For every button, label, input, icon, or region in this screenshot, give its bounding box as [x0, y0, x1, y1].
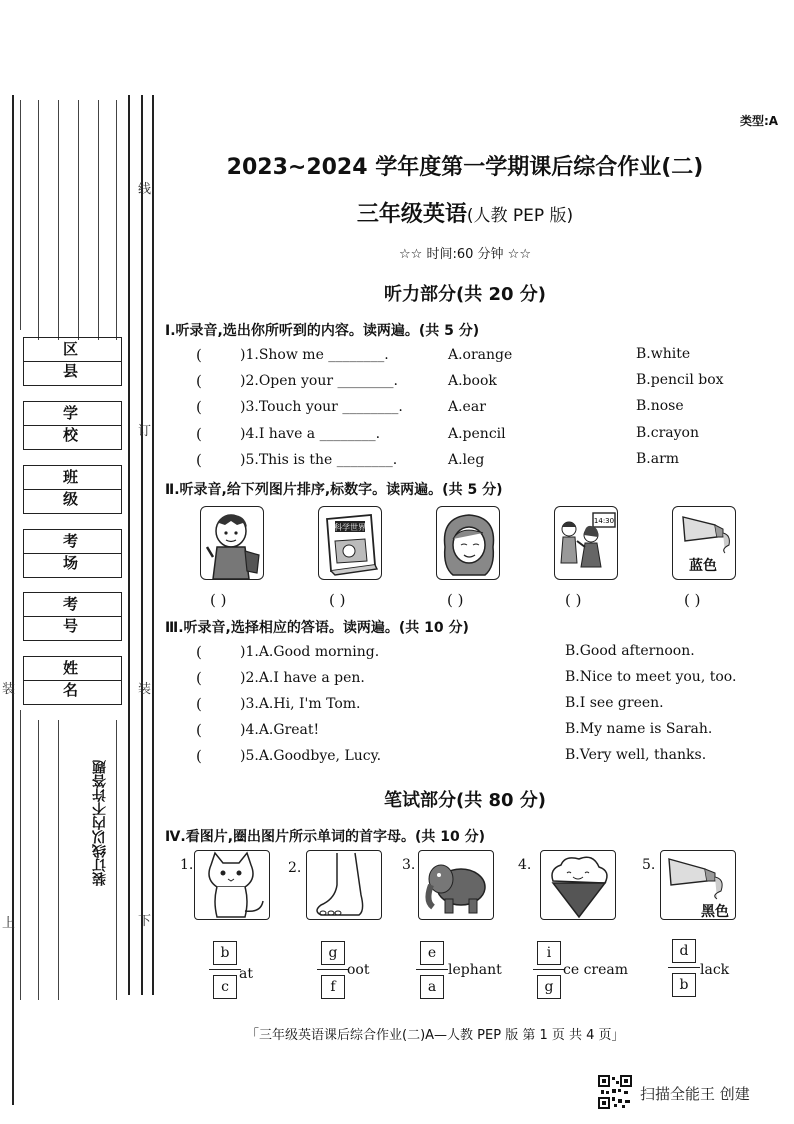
paper-title: 2023~2024 学年度第一学期课后综合作业(二) — [226, 155, 704, 180]
response-b: B.Nice to meet you, too. — [565, 669, 737, 685]
order-paren-1[interactable]: ( ) — [210, 591, 227, 609]
cat-icon — [195, 851, 270, 920]
listening-part-title: 听力部分(共 20 分) — [383, 284, 547, 305]
picture-blue-glue — [672, 506, 736, 580]
order-paren-2[interactable]: ( ) — [329, 591, 346, 609]
word-suffix: at — [239, 966, 253, 982]
question-text: )3.Touch your ________. — [240, 399, 403, 415]
fraction-line — [416, 969, 448, 970]
response-a: )5.A.Goodbye, Lucy. — [240, 748, 382, 764]
answer-paren[interactable]: ( — [196, 643, 202, 661]
question-text: )5.This is the ________. — [240, 452, 398, 468]
response-b: B.Very well, thanks. — [565, 747, 707, 763]
letter-option-bottom[interactable]: b — [672, 973, 696, 997]
binding-char-zhuang-left: 装 — [2, 682, 16, 697]
option-a: A.orange — [448, 347, 513, 363]
boy-icon — [201, 507, 264, 580]
fraction-line — [209, 969, 241, 970]
qr-code-icon — [598, 1075, 632, 1109]
letter-option-bottom[interactable]: g — [537, 975, 561, 999]
binding-char-ding: 订 — [138, 424, 152, 439]
school-field[interactable] — [23, 401, 122, 450]
letter-option-bottom[interactable]: f — [321, 975, 345, 999]
letter-option-top[interactable]: d — [672, 939, 696, 963]
binding-line — [141, 95, 143, 995]
picture-girl — [436, 506, 500, 580]
page-footer: 「三年级英语课后综合作业(二)A—人教 PEP 版 第 1 页 共 4 页」 — [246, 1028, 625, 1043]
response-b: B.I see green. — [565, 695, 664, 711]
name-field[interactable] — [23, 656, 122, 705]
blue-color-label: 蓝色 — [689, 558, 717, 574]
binding-char-zhuang: 装 — [138, 682, 152, 697]
picture-ice-cream — [540, 850, 616, 920]
letter-option-top[interactable]: g — [321, 941, 345, 965]
question-text: )2.Open your ________. — [240, 373, 398, 389]
picture-foot — [306, 850, 382, 920]
elephant-icon — [419, 851, 494, 920]
order-paren-5[interactable]: ( ) — [684, 591, 701, 609]
clock-time-text: 14:30 — [593, 517, 615, 525]
binding-char-xia: 下 — [138, 914, 152, 929]
item-number-5: 5. — [642, 857, 656, 873]
book-title-text: 科学世界 — [334, 523, 366, 532]
item-number-1: 1. — [180, 857, 194, 873]
subject-label: 三年级英语 — [356, 202, 467, 227]
letter-option-bottom[interactable]: c — [213, 975, 237, 999]
section-3-heading: Ⅲ.听录音,选择相应的答语。读两遍。(共 10 分) — [165, 620, 469, 636]
option-a: A.ear — [448, 399, 486, 415]
answer-paren[interactable]: ( — [196, 695, 202, 713]
option-b: B.pencil box — [636, 372, 724, 388]
paper-type-label: 类型:A — [740, 114, 779, 128]
answer-paren[interactable]: ( — [196, 669, 202, 687]
exam-number-label: 考 号 — [24, 593, 121, 617]
word-suffix: lack — [700, 962, 730, 978]
picture-boy-bag — [200, 506, 264, 580]
school-label: 学 校 — [24, 402, 121, 426]
kids-clock-icon — [555, 507, 618, 580]
response-a: )2.A.I have a pen. — [240, 670, 365, 686]
picture-black-glue — [660, 850, 736, 920]
class-label: 班 级 — [24, 466, 121, 490]
section-2-heading: Ⅱ.听录音,给下列图片排序,标数字。读两遍。(共 5 分) — [165, 482, 503, 498]
fraction-line — [317, 969, 349, 970]
word-suffix: lephant — [448, 962, 502, 978]
name-label: 姓 名 — [24, 657, 121, 681]
paper-subtitle — [150, 197, 780, 228]
fraction-line — [533, 969, 565, 970]
binding-char-xian: 线 — [138, 182, 152, 197]
section-1-heading: Ⅰ.听录音,选出你所听到的内容。读两遍。(共 5 分) — [165, 323, 480, 339]
girl-icon — [437, 507, 500, 580]
option-b: B.arm — [636, 451, 680, 467]
response-a: )3.A.Hi, I'm Tom. — [240, 696, 361, 712]
picture-elephant — [418, 850, 494, 920]
answer-paren[interactable]: ( — [196, 451, 202, 469]
letter-option-top[interactable]: e — [420, 941, 444, 965]
exam-room-field[interactable] — [23, 529, 122, 578]
option-b: B.crayon — [636, 425, 699, 441]
exam-number-field[interactable] — [23, 592, 122, 641]
letter-option-bottom[interactable]: a — [420, 975, 444, 999]
response-a: )1.A.Good morning. — [240, 644, 380, 660]
picture-science-book — [318, 506, 382, 580]
answer-paren[interactable]: ( — [196, 398, 202, 416]
exam-room-label: 考 场 — [24, 530, 121, 554]
option-b: B.nose — [636, 398, 684, 414]
item-number-4: 4. — [518, 857, 532, 873]
word-suffix: ce cream — [563, 962, 629, 978]
answer-paren[interactable]: ( — [196, 721, 202, 739]
district-label: 区 县 — [24, 338, 121, 362]
question-text: )4.I have a ________. — [240, 426, 381, 442]
response-b: B.Good afternoon. — [565, 643, 695, 659]
section-4-heading: Ⅳ.看图片,圈出图片所示单词的首字母。(共 10 分) — [165, 829, 486, 845]
picture-cat — [194, 850, 270, 920]
no-answer-notice: 装订线以内不许答题 — [92, 760, 108, 886]
question-text: )1.Show me ________. — [240, 347, 389, 363]
option-a: A.leg — [448, 452, 485, 468]
fraction-line — [668, 967, 700, 968]
binding-line — [128, 95, 130, 995]
binding-char-shang: 上 — [2, 916, 16, 931]
option-b: B.white — [636, 346, 691, 362]
letter-option-top[interactable]: i — [537, 941, 561, 965]
binding-line — [12, 95, 14, 1105]
answer-paren[interactable]: ( — [196, 747, 202, 765]
order-paren-3[interactable]: ( ) — [447, 591, 464, 609]
district-field[interactable] — [23, 337, 122, 386]
item-number-3: 3. — [402, 857, 416, 873]
order-paren-4[interactable]: ( ) — [565, 591, 582, 609]
response-b: B.My name is Sarah. — [565, 721, 713, 737]
scanner-watermark: 扫描全能王 创建 — [640, 1085, 750, 1103]
word-suffix: oot — [347, 962, 370, 978]
answer-paren[interactable]: ( — [196, 346, 202, 364]
edition-label: (人教 PEP 版) — [466, 206, 574, 226]
letter-option-top[interactable]: b — [213, 941, 237, 965]
book-icon — [319, 507, 382, 580]
response-a: )4.A.Great! — [240, 722, 320, 738]
option-a: A.book — [448, 373, 497, 389]
answer-paren[interactable]: ( — [196, 425, 202, 443]
writing-part-title: 笔试部分(共 80 分) — [383, 790, 547, 811]
ice-cream-icon — [541, 851, 616, 920]
class-field[interactable] — [23, 465, 122, 514]
answer-paren[interactable]: ( — [196, 372, 202, 390]
black-color-label: 黑色 — [701, 904, 729, 920]
picture-two-kids-clock — [554, 506, 618, 580]
foot-icon — [307, 851, 382, 920]
binding-line — [152, 95, 154, 995]
option-a: A.pencil — [448, 426, 506, 442]
time-limit: ☆☆ 时间:60 分钟 ☆☆ — [399, 247, 531, 262]
item-number-2: 2. — [288, 860, 302, 876]
